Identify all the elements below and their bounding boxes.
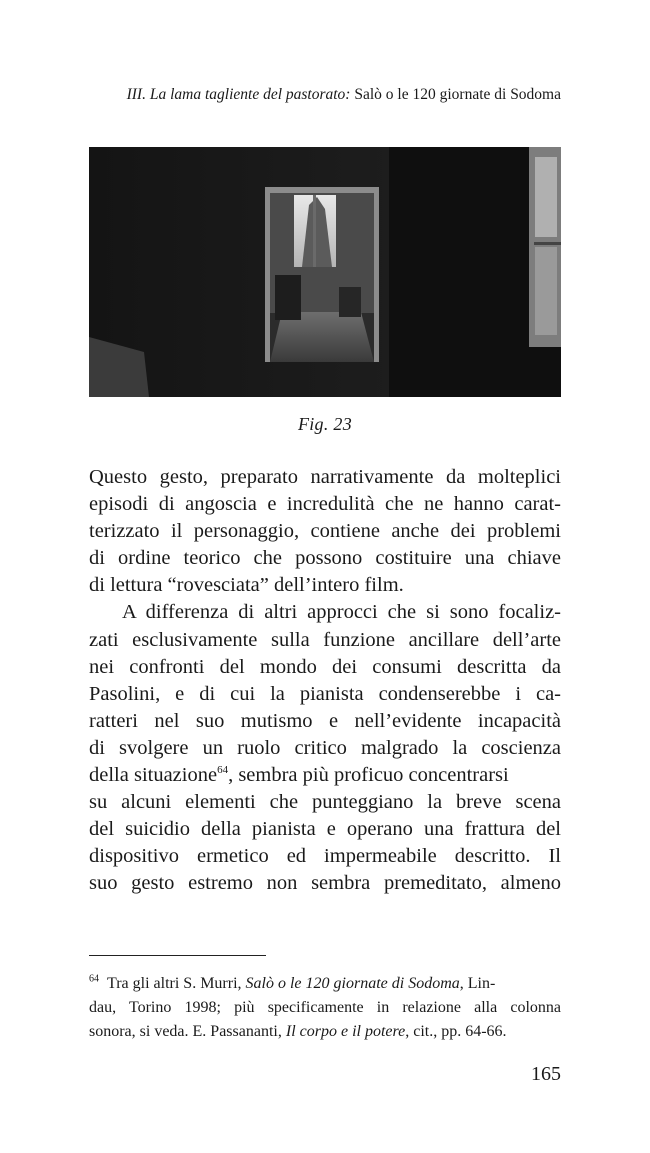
footnote-reference[interactable]: 64 xyxy=(217,764,229,777)
body-line: su alcuni elementi che punteggiano la breve scena xyxy=(89,791,561,814)
footnote xyxy=(89,972,561,1044)
footnote-text: , Lin- xyxy=(459,975,496,992)
body-line: zati esclusivamente sulla funzione ancillare dell’arte xyxy=(89,628,561,651)
footnote-line: dau, Torino 1998; più specificamente in relazione alla colonna xyxy=(89,999,561,1016)
body-line-with-note xyxy=(89,762,561,789)
body-line: suo gesto estremo non sembra premeditato, almeno xyxy=(89,872,561,895)
body-text xyxy=(89,464,561,898)
running-head-chapter: III. La lama tagliente del pastorato: xyxy=(126,86,351,103)
footnote-text: , cit., pp. 64-66. xyxy=(405,1023,507,1040)
body-line: Questo gesto, preparato narrativamente da molteplici xyxy=(89,466,561,488)
film-still-figure xyxy=(89,147,561,397)
body-line-head: della situazione xyxy=(89,764,218,787)
footnote-number: 64 xyxy=(89,973,99,985)
body-line: nei confronti del mondo dei consumi descritta da xyxy=(89,655,561,678)
body-line: terizzato il personaggio, contiene anche dei problemi xyxy=(89,520,561,543)
body-line-tail: , sembra più proficuo concentrarsi xyxy=(228,764,509,787)
body-line: del suicidio della pianista e operano una frattura del xyxy=(89,818,561,841)
footnote-text: sonora, si veda. E. Passananti, xyxy=(89,1023,286,1040)
footnote-line xyxy=(89,972,561,996)
footnote-title: Salò o le 120 giornate di Sodoma xyxy=(245,975,460,992)
body-line: di svolgere un ruolo critico malgrado la coscienza xyxy=(89,736,561,759)
footnote-title: Il corpo e il potere xyxy=(285,1023,406,1040)
body-line: Pasolini, e di cui la pianista condenserebbe i ca- xyxy=(89,682,561,705)
body-line: di ordine teorico che possono costituire una chiave xyxy=(89,547,561,570)
body-line: episodi di angoscia e incredulità che ne hanno carat- xyxy=(89,493,561,516)
body-line: dispositivo ermetico ed impermeabile descritto. Il xyxy=(89,845,561,868)
body-line: A differenza di altri approcci che si sono focaliz- xyxy=(122,601,561,624)
page-number: 165 xyxy=(531,1063,561,1085)
running-head-title: Salò o le 120 giornate di Sodoma xyxy=(350,86,561,103)
body-line: ratteri nel suo mutismo e nell’evidente incapacità xyxy=(89,709,561,732)
body-line: di lettura “rovesciata” dell’intero film. xyxy=(89,574,404,597)
footnote-line xyxy=(89,1020,561,1044)
footnote-separator xyxy=(89,955,266,956)
running-head xyxy=(89,86,561,104)
film-still-image xyxy=(89,147,561,397)
figure-caption: Fig. 23 xyxy=(297,414,353,434)
footnote-text: Tra gli altri S. Murri, xyxy=(107,975,246,992)
